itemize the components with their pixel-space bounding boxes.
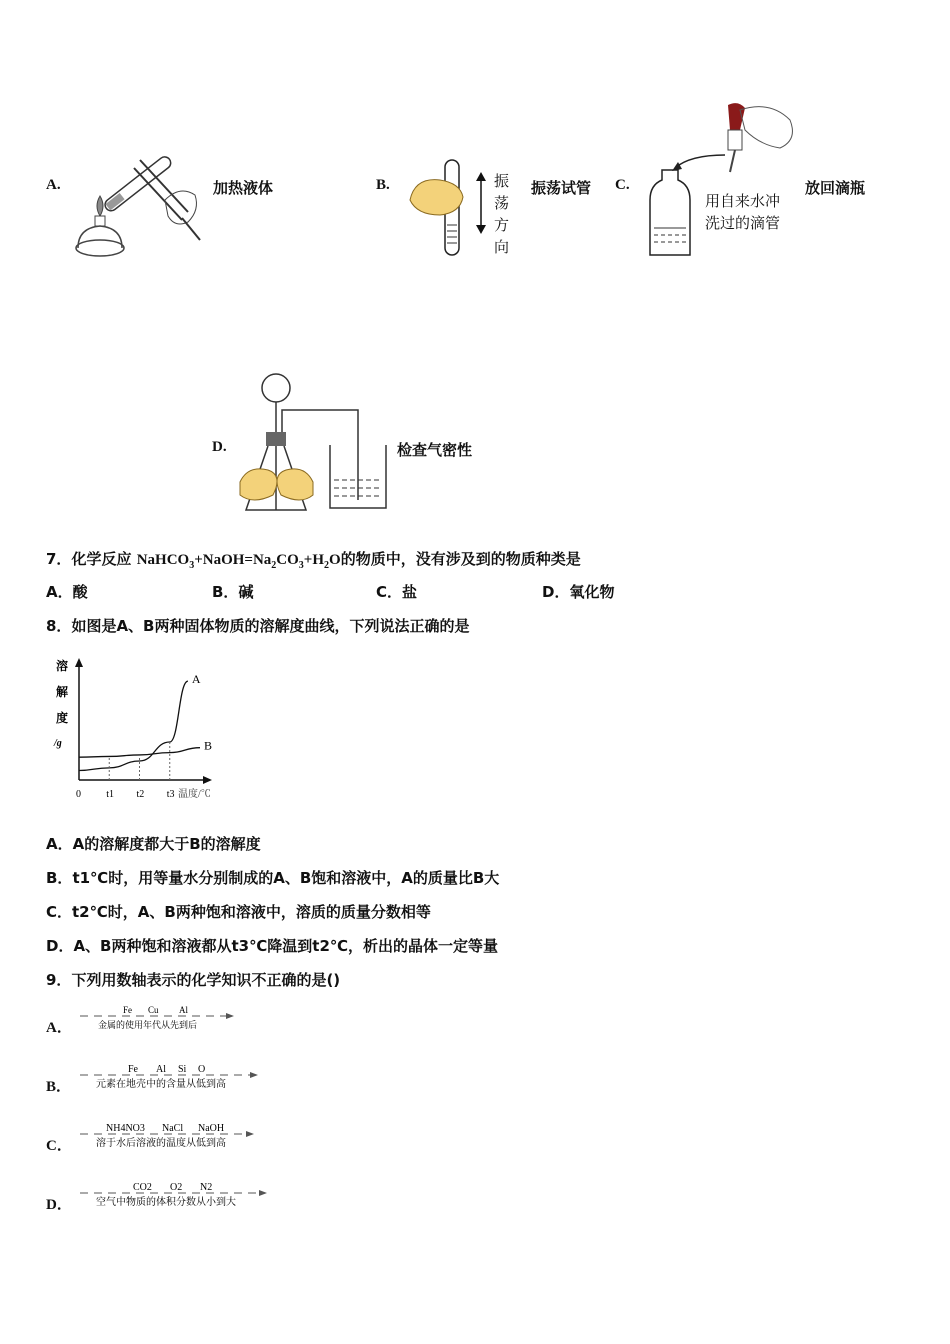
q6-option-c-label: 放回滴瓶 [805, 179, 866, 197]
q6-option-b-label: 振荡试管 [531, 179, 592, 197]
axis-item: Al [156, 1064, 166, 1075]
q9-option-c-number-line [78, 1120, 263, 1150]
q9-option-c-letter[interactable]: C． [46, 1138, 72, 1154]
axis-caption: 元素在地壳中的含量从低到高 [96, 1079, 226, 1090]
y-label-char: 度 [56, 711, 69, 725]
y-label-char: 溶 [56, 659, 69, 673]
shaking-test-tube-illustration [405, 155, 465, 260]
q9-option-b-number-line [78, 1061, 263, 1091]
q6-option-c-letter[interactable]: C. [615, 177, 630, 193]
x-axis-label: 温度/℃ [178, 789, 211, 800]
q7-option-d[interactable]: D．氧化物 [542, 583, 615, 601]
q6-option-a-letter[interactable]: A. [46, 177, 61, 193]
number-line-arrow-icon [250, 1072, 258, 1078]
axis-item: CO2 [133, 1182, 152, 1193]
q9-option-d-number-line [78, 1179, 273, 1209]
number-line-arrow-icon [226, 1013, 234, 1019]
question-9-stem: 9．下列用数轴表示的化学知识不正确的是() [46, 971, 341, 989]
q7-option-b[interactable]: B．碱 [212, 583, 254, 601]
axis-item: O2 [170, 1182, 183, 1193]
series-label-B: B [204, 738, 213, 753]
number-line-arrow-icon [246, 1131, 254, 1137]
axis-item: NaCl [162, 1123, 184, 1134]
x-tick-label: t1 [106, 789, 115, 800]
q7-option-c[interactable]: C．盐 [376, 583, 418, 601]
q6-option-d-letter[interactable]: D. [212, 439, 227, 455]
axis-item: Cu [148, 1005, 159, 1015]
q9-option-a-number-line [78, 1002, 238, 1032]
x-tick-label: 0 [76, 789, 81, 800]
curve-B [79, 748, 200, 758]
q6-option-a-label: 加热液体 [213, 179, 274, 197]
axis-caption: 空气中物质的体积分数从小到大 [96, 1197, 236, 1208]
y-label-char: 解 [56, 685, 69, 699]
series-label-A: A [191, 672, 201, 687]
axis-item: O [198, 1064, 206, 1075]
y-unit: /g [54, 738, 62, 749]
q8-option-a[interactable]: A．A的溶解度都大于B的溶解度 [46, 835, 261, 853]
x-tick-label: t2 [136, 789, 145, 800]
q6-option-d-label: 检查气密性 [397, 441, 473, 459]
x-tick-label: t3 [166, 789, 175, 800]
axis-caption: 溶于水后溶液的温度从低到高 [96, 1138, 226, 1149]
axis-item: Si [178, 1064, 187, 1075]
q9-option-a-letter[interactable]: A． [46, 1020, 72, 1036]
q6-option-b-letter[interactable]: B. [376, 177, 390, 193]
q8-option-d[interactable]: D．A、B两种饱和溶液都从t3℃降温到t2℃，析出的晶体一定等量 [46, 937, 499, 955]
reaction-equation: $NaHCO_3+NaOH=Na_2CO_3+H_2O$ [136, 552, 341, 571]
axis-item: Fe [123, 1005, 132, 1015]
q9-option-b-letter[interactable]: B． [46, 1079, 72, 1095]
air-tightness-check-illustration [238, 370, 388, 518]
axis-caption: 金属的使用年代从先到后 [98, 1020, 198, 1030]
number-line-arrow-icon [259, 1190, 267, 1196]
shake-direction-label: 振 荡 方 向 [494, 172, 510, 256]
q9-option-d-letter[interactable]: D． [46, 1197, 72, 1213]
axis-item: Al [179, 1005, 188, 1015]
dropper-bottle-illustration [640, 100, 805, 260]
q8-option-c[interactable]: C．t2℃时，A、B两种饱和溶液中，溶质的质量分数相等 [46, 903, 431, 921]
axis-item: N2 [200, 1182, 213, 1193]
q8-option-b[interactable]: B．t1℃时，用等量水分别制成的A、B饱和溶液中，A的质量比B大 [46, 869, 500, 887]
question-8-stem: 8．如图是A、B两种固体物质的溶解度曲线，下列说法正确的是 [46, 617, 470, 635]
y-axis-arrow-icon [75, 658, 83, 667]
up-down-arrow-icon [474, 172, 488, 234]
dropper-note: 用自来水冲 洗过的滴管 [705, 192, 781, 232]
axis-item: NH4NO3 [106, 1123, 145, 1134]
y-axis-label [53, 658, 68, 749]
x-axis-arrow-icon [203, 776, 212, 784]
axis-item: Fe [128, 1064, 138, 1075]
heating-liquid-illustration [70, 140, 205, 260]
solubility-chart [50, 652, 235, 812]
question-7-stem: 7．化学反应 $NaHCO_3+NaOH=Na_2CO_3+H_2O$的物质中，没有涉及到的物质种类是 [46, 550, 581, 571]
axis-item: NaOH [198, 1123, 225, 1134]
q7-option-a[interactable]: A．酸 [46, 583, 88, 601]
